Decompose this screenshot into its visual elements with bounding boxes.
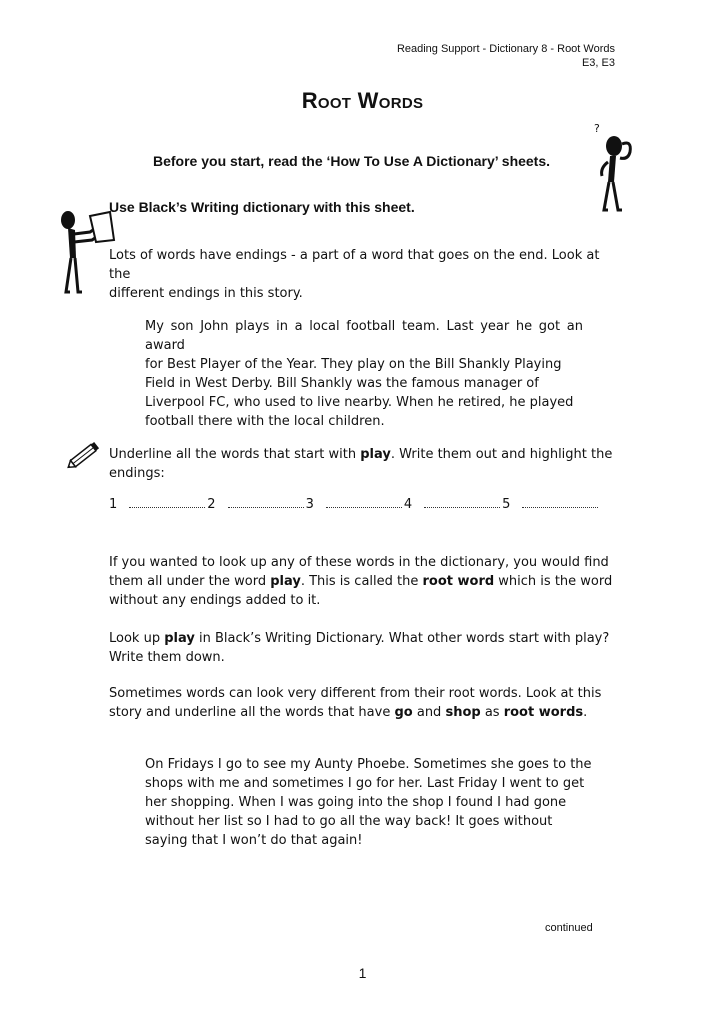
keyword-go: go [394, 705, 413, 720]
root-text: . This is called the [300, 574, 423, 589]
endings-paragraph [109, 246, 619, 303]
story-line: saying that I won’t do that again! [145, 833, 363, 848]
keyword-play: play [360, 447, 391, 462]
root-line-1: If you wanted to look up any of these words in the dictionary, you would find [109, 555, 609, 570]
root-text: them all under the word [109, 574, 271, 589]
different-text: as [480, 705, 504, 720]
continued-note: continued [545, 922, 593, 934]
story-line: for Best Player of the Year. They play on the Bill Shankly Playing [145, 357, 562, 372]
pencil-icon [64, 438, 104, 472]
story-line: My son John plays in a local football team. Last year he got an award [145, 319, 583, 353]
blank-number-5: 5 [502, 497, 511, 512]
task-text: Underline all the words that start with [109, 447, 361, 462]
blank-number-4: 4 [403, 497, 413, 512]
root-line-3: without any endings added to it. [109, 593, 321, 608]
answer-blanks [109, 497, 600, 512]
lookup-text: in Black’s Writing Dictionary. What other words start with play? [194, 631, 610, 646]
story-aunty-phoebe [145, 755, 595, 850]
story-football [145, 317, 583, 431]
blank-line-3[interactable] [326, 497, 402, 508]
task-underline-play [109, 445, 619, 483]
endings-line-2: different endings in this story. [109, 286, 303, 301]
different-line-2 [109, 703, 629, 722]
different-text: . [583, 705, 588, 720]
different-roots-paragraph [109, 684, 629, 722]
keyword-play: play [270, 574, 301, 589]
task-text: . Write them out and highlight the [390, 447, 613, 462]
story-line: her shopping. When I was going into the shop I found I had gone [145, 795, 567, 810]
use-dictionary-note: Use Black’s Writing dictionary with this sheet. [109, 199, 415, 215]
different-line-1: Sometimes words can look very different from their root words. Look at this [109, 686, 602, 701]
lookup-paragraph [109, 629, 629, 667]
lookup-line-2: Write them down. [109, 650, 225, 665]
blank-line-4[interactable] [424, 497, 500, 508]
blank-number-3: 3 [305, 497, 314, 512]
stick-figure-reading-icon [56, 206, 116, 296]
story-line: Liverpool FC, who used to live nearby. When he retired, he played [145, 395, 574, 410]
story-line: football there with the local children. [145, 414, 385, 429]
story-line: Field in West Derby. Bill Shankly was the famous manager of [145, 376, 539, 391]
root-word-paragraph [109, 553, 629, 610]
keyword-root-word: root word [422, 574, 495, 589]
root-text: which is the word [494, 574, 613, 589]
blank-line-2[interactable] [228, 497, 304, 508]
story-line: On Fridays I go to see my Aunty Phoebe. Sometimes she goes to the [145, 757, 592, 772]
story-line: without her list so I had to go all the way back! It goes without [145, 814, 553, 829]
blank-line-1[interactable] [129, 497, 205, 508]
stick-figure-thinking-icon [586, 122, 638, 214]
header-line-1: Reading Support - Dictionary 8 - Root Words [396, 43, 615, 55]
before-start-note: Before you start, read the ‘How To Use A Dictionary’ sheets. [153, 153, 551, 169]
task-line-2: endings: [109, 466, 165, 481]
different-text: story and underline all the words that have [109, 705, 395, 720]
keyword-play: play [164, 631, 195, 646]
keyword-root-words: root words [503, 705, 584, 720]
page-number: 1 [358, 965, 367, 981]
blank-number-2: 2 [207, 497, 216, 512]
endings-line-1: Lots of words have endings - a part of a word that goes on the end. Look at the [109, 248, 600, 282]
story-line: shops with me and sometimes I go for her. Last Friday I went to get [145, 776, 585, 791]
page-title: Root Words [301, 88, 424, 113]
different-text: and [412, 705, 446, 720]
lookup-text: Look up [109, 631, 165, 646]
blank-line-5[interactable] [522, 497, 598, 508]
task-line-1 [109, 445, 619, 464]
lookup-line-1 [109, 629, 629, 648]
header-line-2: E3, E3 [581, 57, 615, 69]
blank-number-1: 1 [109, 497, 118, 512]
keyword-shop: shop [445, 705, 481, 720]
root-line-2 [109, 572, 629, 591]
svg-text:?: ? [594, 122, 600, 135]
